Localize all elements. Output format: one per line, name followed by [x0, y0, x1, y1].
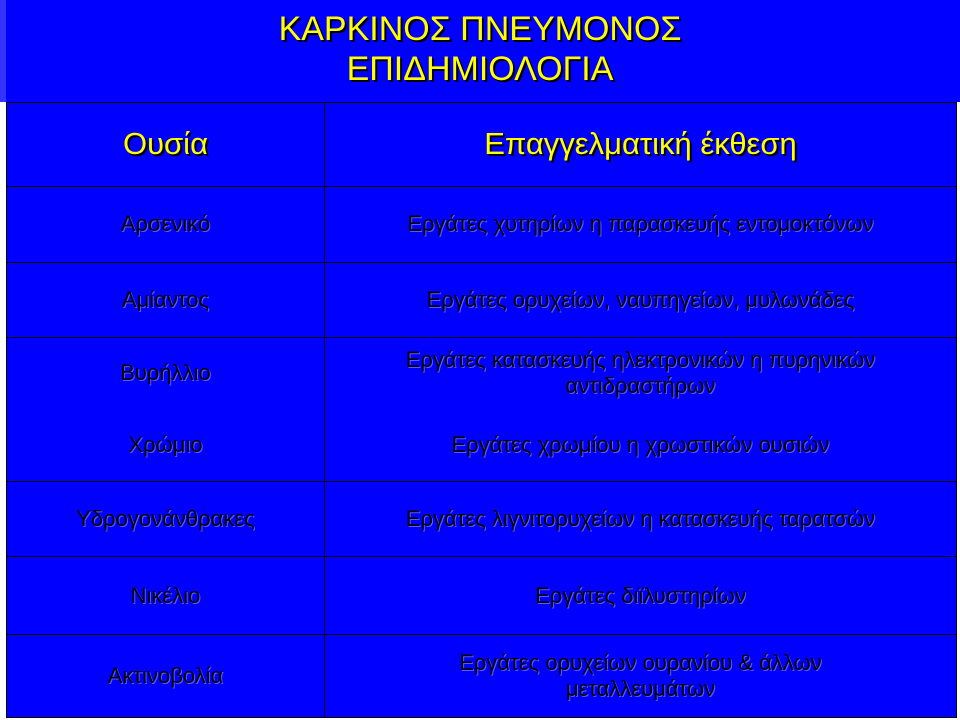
header-exposure: Επαγγελματική έκθεση — [325, 103, 957, 187]
table-row — [7, 556, 957, 635]
substance-cell: Αμίαντος — [7, 263, 325, 337]
table-row — [7, 482, 957, 556]
exposure-group-cell — [325, 337, 957, 482]
header-accent-stripe — [0, 0, 6, 102]
exposure-cell: Εργάτες διϊλυστηρίων — [325, 556, 957, 635]
substance-cell: Αρσενικό — [7, 186, 325, 262]
title-line-2: ΕΠΙΔΗΜΙΟΛΟΓΙΑ — [346, 50, 614, 88]
substance-cell: Χρώμιο — [128, 432, 203, 458]
exposure-cell: Εργάτες χυτηρίων η παρασκευής εντομοκτόνων — [325, 186, 957, 262]
substance-cell: Υδρογονάνθρακες — [7, 482, 325, 556]
exposure-table — [6, 102, 957, 718]
slide-header — [0, 0, 960, 102]
exposure-cell: Εργάτες ορυχείων ουρανίου & άλλων μεταλλευμάτων — [325, 635, 957, 718]
title-line-1: ΚΑΡΚΙΝΟΣ ΠΝΕΥΜΟΝΟΣ — [278, 10, 682, 48]
substance-group-cell — [7, 337, 325, 482]
header-substance: Ουσία — [7, 103, 325, 187]
exposure-cell: Εργάτες λιγνιτορυχείων η κατασκευής ταρατσών — [325, 482, 957, 556]
exposure-cell: Εργάτες χρωμίου η χρωστικών ουσιών — [451, 432, 830, 458]
table-row — [7, 263, 957, 337]
table-header-row — [7, 103, 957, 187]
table-row-group — [7, 337, 957, 482]
exposure-cell: Εργάτες ορυχείων, ναυπηγείων, μυλωνάδες — [325, 263, 957, 337]
slide-title — [120, 4, 840, 94]
substance-cell: Ακτινοβολία — [7, 635, 325, 718]
table-row — [7, 635, 957, 718]
table-row — [7, 186, 957, 262]
substance-cell: Νικέλιο — [7, 556, 325, 635]
substance-cell: Βυρήλλιο — [120, 360, 211, 386]
exposure-cell: Εργάτες κατασκευής ηλεκτρονικών η πυρηνικών αντιδραστήρων — [405, 347, 876, 399]
